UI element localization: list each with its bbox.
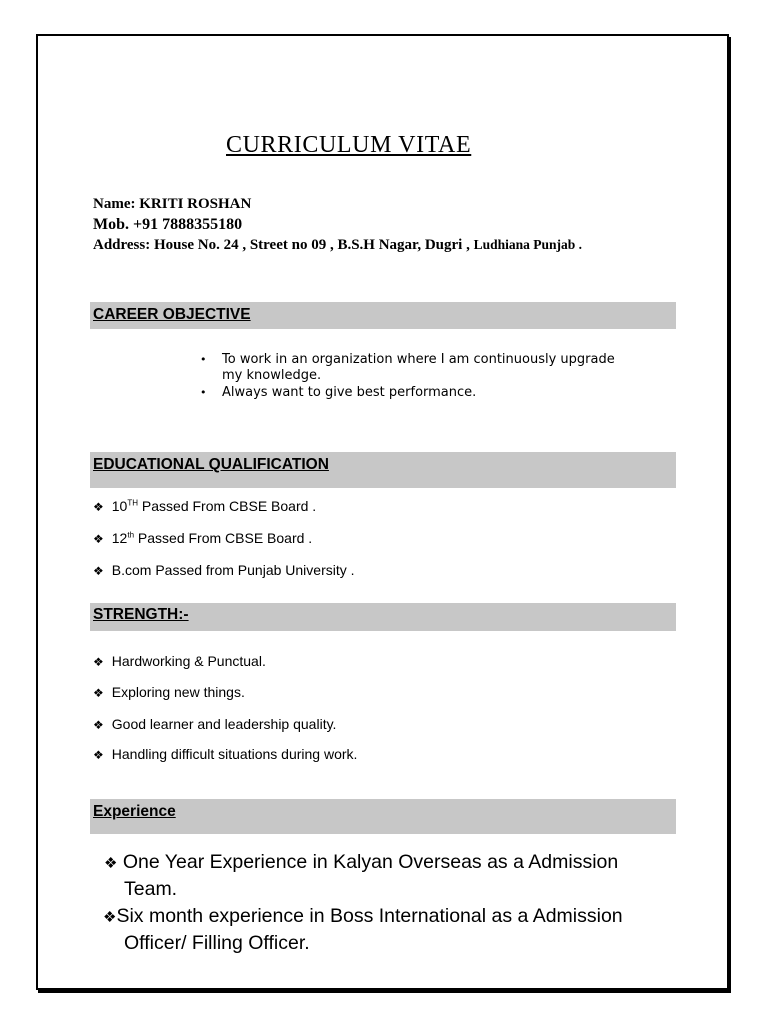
career-objective-heading: CAREER OBJECTIVE xyxy=(93,306,251,323)
mobile-line: Mob. +91 7888355180 xyxy=(93,216,243,233)
strength-item: ❖ Exploring new things. xyxy=(93,684,245,700)
objective-text-cont: my knowledge. xyxy=(222,368,322,383)
strength-item: ❖ Handling difficult situations during work. xyxy=(93,746,358,762)
experience-item-cont: Officer/ Filling Officer. xyxy=(124,932,310,954)
strength-heading: STRENGTH:- xyxy=(93,606,189,623)
education-heading: EDUCATIONAL QUALIFICATION xyxy=(93,456,329,473)
diamond-bullet-icon: ❖ xyxy=(93,564,104,578)
diamond-bullet-icon: ❖ xyxy=(104,855,118,872)
objective-text: Always want to give best performance. xyxy=(222,385,477,400)
experience-header xyxy=(90,799,676,834)
document-title: CURRICULUM VITAE xyxy=(226,132,472,158)
education-item: ❖ 12th Passed From CBSE Board . xyxy=(93,530,313,546)
diamond-bullet-icon: ❖ xyxy=(93,686,104,700)
objective-text: To work in an organization where I am continuously upgrade xyxy=(222,352,615,367)
objective-item xyxy=(200,352,615,368)
strength-item: ❖ Good learner and leadership quality. xyxy=(93,716,337,732)
bullet-icon: • xyxy=(200,386,207,399)
diamond-bullet-icon: ❖ xyxy=(93,718,104,732)
address-line xyxy=(93,237,582,254)
strength-item: ❖ Hardworking & Punctual. xyxy=(93,653,266,669)
education-item: ❖ 10TH Passed From CBSE Board . xyxy=(93,498,317,514)
education-header xyxy=(90,452,676,488)
name-line: Name: KRITI ROSHAN xyxy=(93,196,252,212)
diamond-bullet-icon: ❖ xyxy=(93,655,104,669)
experience-item-cont: Team. xyxy=(124,878,178,900)
experience-heading: Experience xyxy=(93,803,176,820)
experience-item: ❖Six month experience in Boss International as a Admission xyxy=(103,905,623,927)
career-objective-header xyxy=(90,302,676,329)
diamond-bullet-icon: ❖ xyxy=(93,532,104,546)
diamond-bullet-icon: ❖ xyxy=(93,500,104,514)
diamond-bullet-icon: ❖ xyxy=(103,909,117,926)
experience-item: ❖ One Year Experience in Kalyan Overseas as a Admission xyxy=(104,851,619,873)
objective-item xyxy=(200,385,476,401)
address-tail: Ludhiana Punjab . xyxy=(473,237,583,252)
address-main: Address: House No. 24 , Street no 09 , B.S.H Nagar, Dugri , xyxy=(93,237,470,253)
education-item: ❖ B.com Passed from Punjab University . xyxy=(93,562,355,578)
diamond-bullet-icon: ❖ xyxy=(93,748,104,762)
bullet-icon: • xyxy=(200,353,207,366)
strength-header xyxy=(90,603,676,631)
